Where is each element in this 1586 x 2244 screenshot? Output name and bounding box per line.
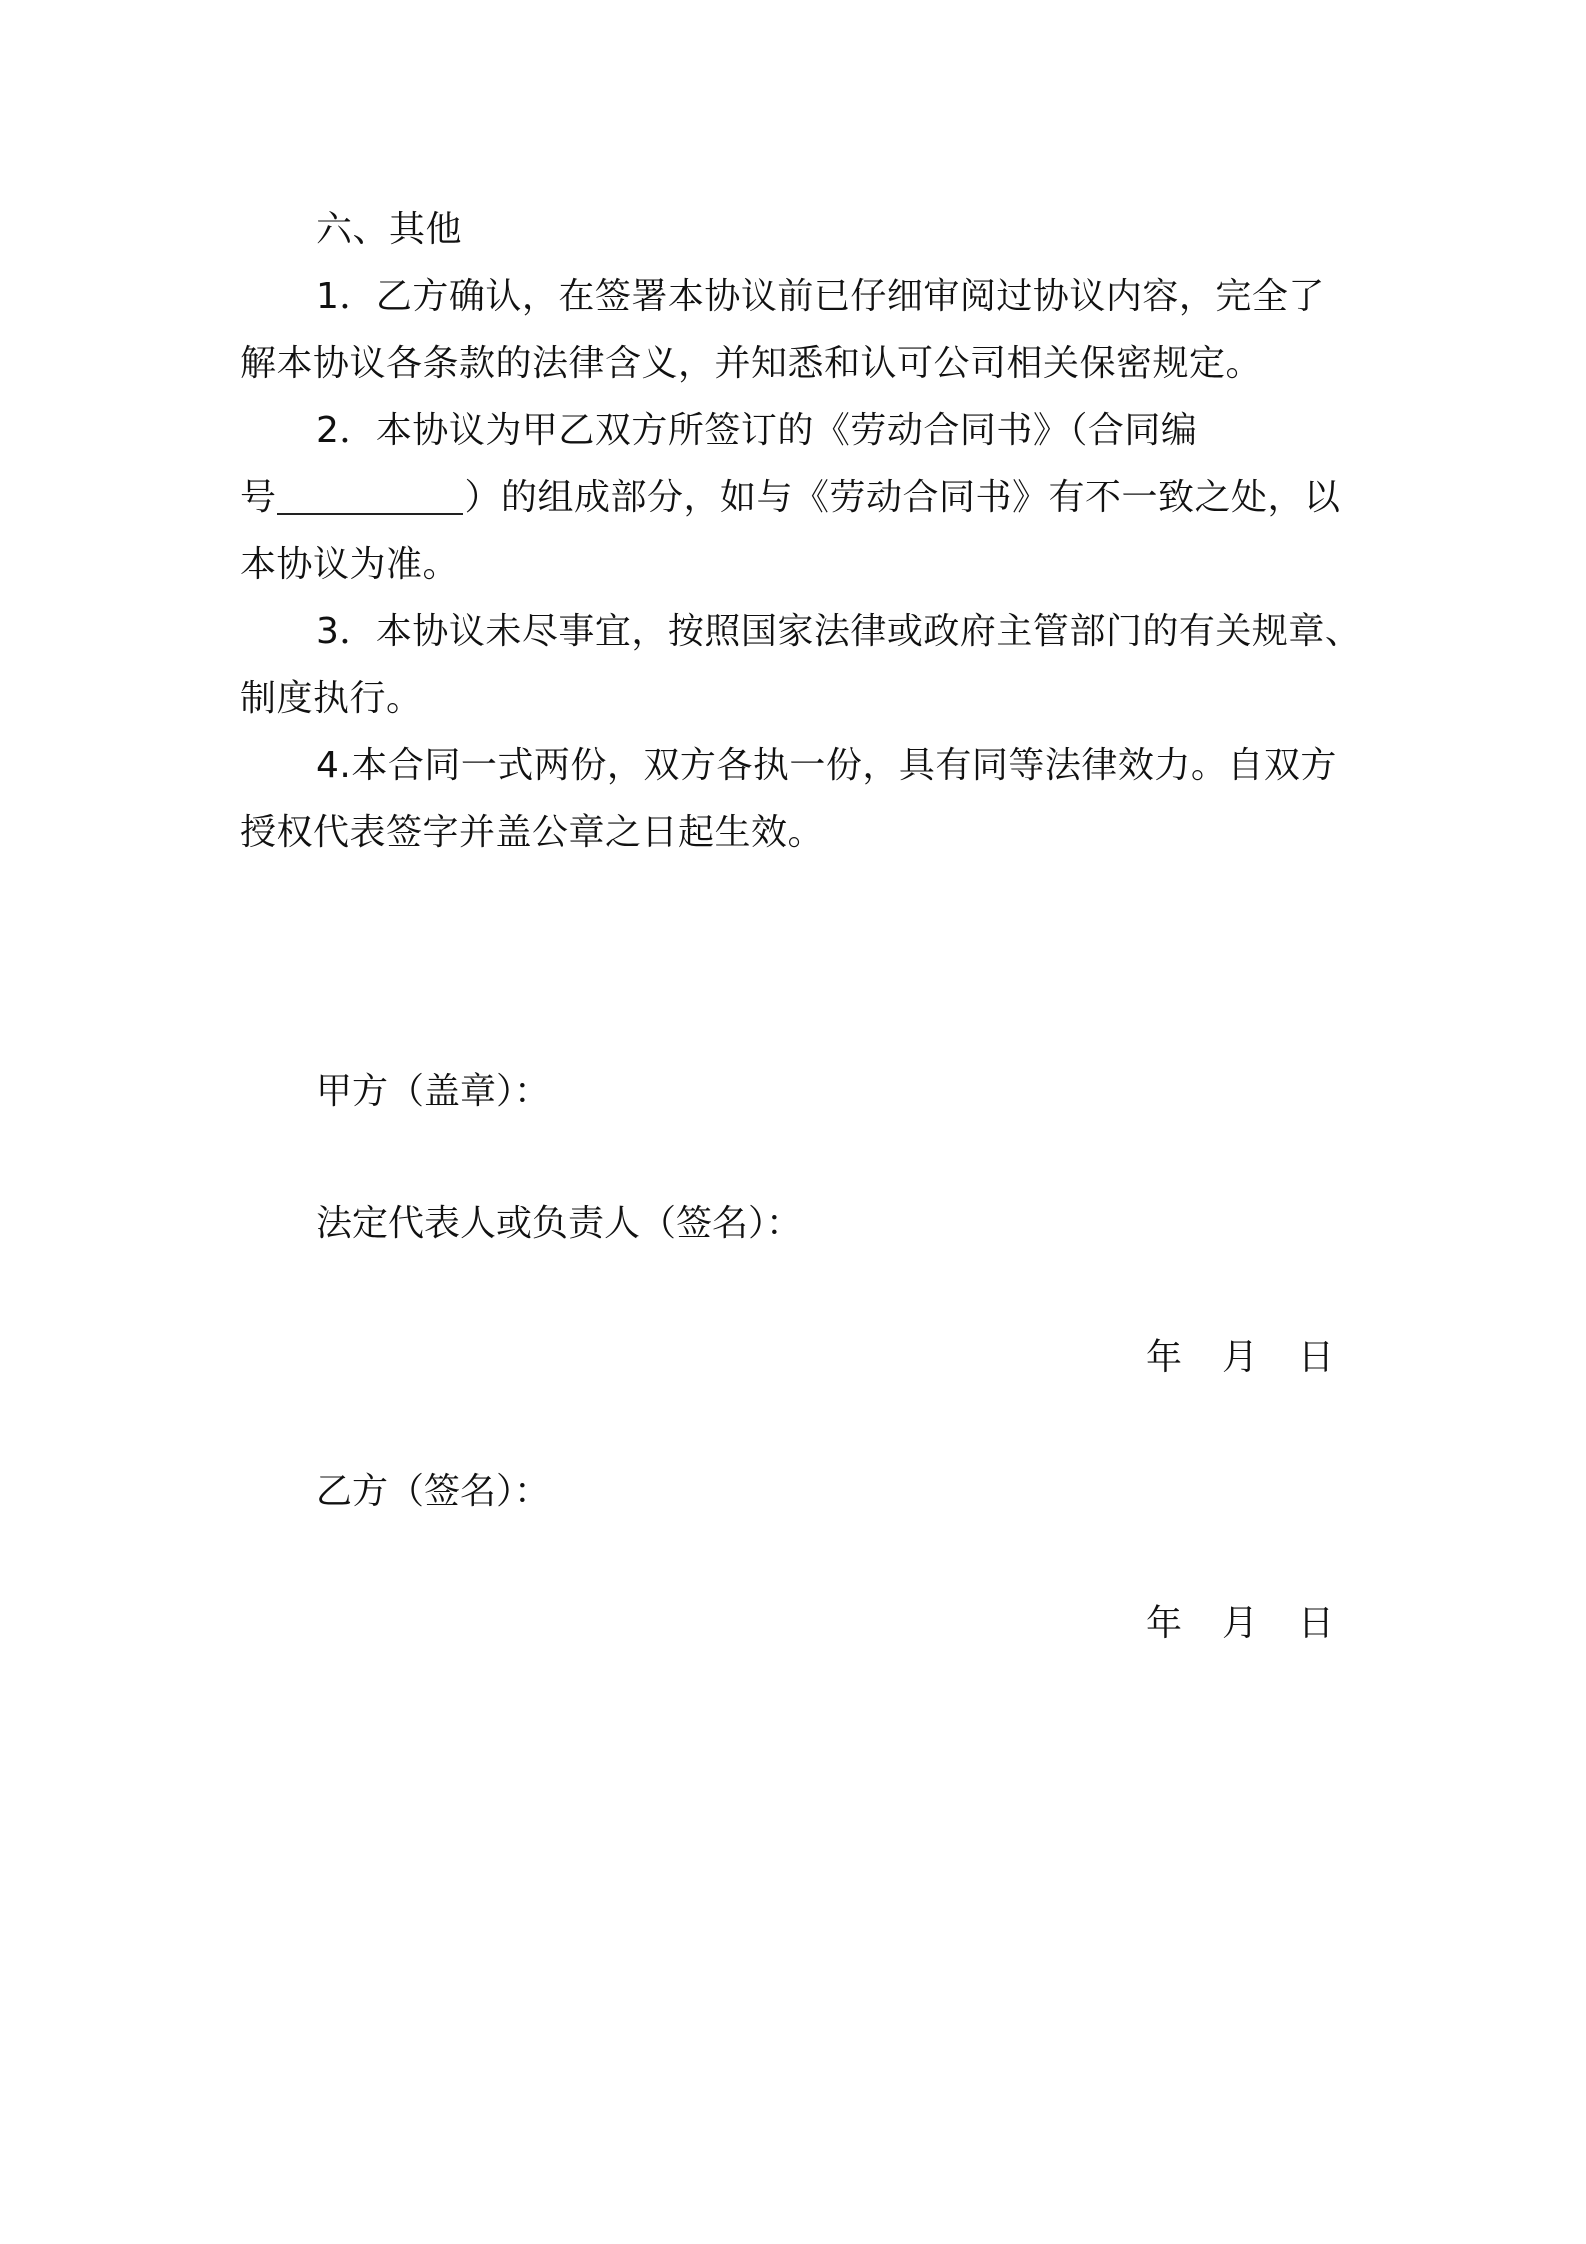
section-other xyxy=(240,196,1360,866)
clause-1-line-1: 1．乙方确认，在签署本协议前已仔细审阅过协议内容，完全了 xyxy=(316,276,1325,317)
party-a-seal-label: 甲方（盖章）： xyxy=(316,1071,551,1112)
clause-2 xyxy=(240,397,1360,598)
date-month-label: 月 xyxy=(1221,1603,1258,1644)
party-a-date xyxy=(1146,1334,1334,1382)
legal-representative-label: 法定代表人或负责人（签名）： xyxy=(316,1203,803,1244)
date-year-label: 年 xyxy=(1145,1603,1182,1644)
date-month-label: 月 xyxy=(1221,1337,1258,1378)
date-day-label: 日 xyxy=(1297,1337,1334,1378)
clause-4 xyxy=(240,732,1360,866)
clause-2-line-3: 本协议为准。 xyxy=(240,544,460,585)
clause-2-line-1: 2．本协议为甲乙双方所签订的《劳动合同书》（合同编 xyxy=(316,410,1198,451)
clause-3-line-1: 3．本协议未尽事宜，按照国家法律或政府主管部门的有关规章、 xyxy=(316,611,1362,652)
date-year-label: 年 xyxy=(1145,1337,1182,1378)
clause-1 xyxy=(240,263,1360,397)
clause-4-line-1: 4.本合同一式两份，双方各执一份，具有同等法律效力。自双方 xyxy=(316,745,1337,786)
contract-number-blank[interactable] xyxy=(277,473,463,515)
clause-2-line-2-text: ）的组成部分，如与《劳动合同书》有不一致之处，以 xyxy=(464,477,1341,518)
clause-1-line-2: 解本协议各条款的法律含义，并知悉和认可公司相关保密规定。 xyxy=(240,343,1263,384)
clause-4-line-2: 授权代表签字并盖公章之日起生效。 xyxy=(240,812,825,853)
section-heading: 六、其他 xyxy=(316,209,463,250)
clause-2-line-2 xyxy=(240,464,1360,531)
party-b-sign-label: 乙方（签名）： xyxy=(316,1471,551,1512)
clause-3 xyxy=(240,598,1360,732)
clause-3-line-2: 制度执行。 xyxy=(240,678,423,719)
date-day-label: 日 xyxy=(1297,1603,1334,1644)
clause-2-number-prefix: 号 xyxy=(240,477,277,518)
party-b-date xyxy=(1146,1600,1334,1648)
